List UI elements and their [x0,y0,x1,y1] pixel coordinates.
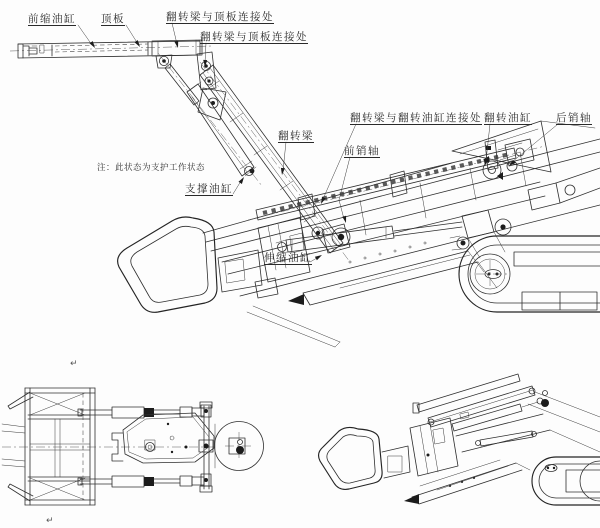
label-flip-beam-flip-cylinder-connection: 翻转梁与翻转油缸连接处 [350,112,482,124]
label-top-plate: 顶板 [101,13,125,25]
folded-shield [319,427,410,489]
plan-frame [2,388,95,505]
label-rear-pin-shaft: 后销轴 [556,112,592,124]
label-flip-beam-top-plate-connection-1: 翻转梁与顶板连接处 [166,11,274,23]
flip-cylinder-assembly [483,140,522,180]
top-plate-beam [10,40,226,120]
state-note: 注：此状态为支护工作状态 [97,163,206,173]
return-mark-top: ↵ [70,359,78,369]
label-front-pin-shaft: 前销轴 [344,145,380,157]
folded-side-view [319,374,600,505]
leader-lines [78,23,558,262]
plan-view [2,388,264,505]
label-flip-beam-top-plate-connection-2: 翻转梁与顶板连接处 [200,31,308,43]
folded-apron [404,460,530,504]
label-front-retract-cylinder: 前缩油缸 [28,13,76,25]
main-side-view [10,23,600,347]
flip-beam [200,62,350,262]
return-mark-bottom: ↵ [46,516,54,526]
folded-track [532,457,600,505]
label-telescopic-cylinder: 伸缩油缸 [264,252,312,264]
label-flip-beam: 翻转梁 [278,130,314,142]
crawler-track [450,236,600,312]
label-flip-cylinder: 翻转油缸 [484,112,532,124]
plan-body [112,413,264,471]
label-support-cylinder: 支撑油缸 [185,183,233,195]
